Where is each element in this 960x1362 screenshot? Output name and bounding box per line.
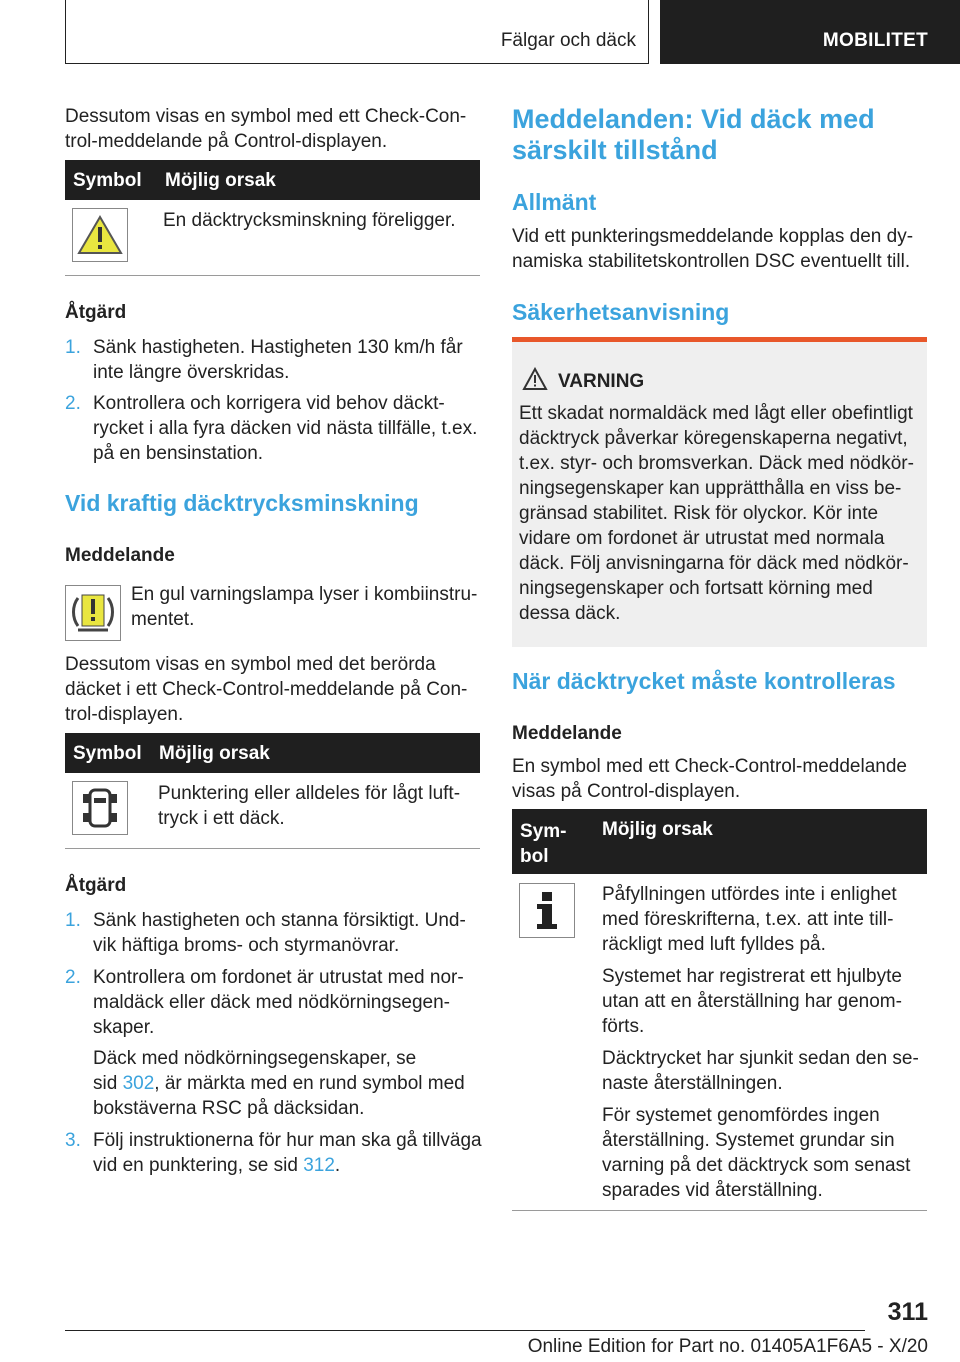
page-link-312[interactable]: 312 bbox=[303, 1155, 335, 1176]
general-text: Vid ett punkteringsmeddelande kopplas den dy- namiska stabilitetskontrollen DSC eventuellt till. bbox=[512, 226, 914, 272]
footer-rule bbox=[65, 1330, 865, 1331]
message-heading: Meddelande bbox=[65, 545, 175, 566]
message-heading: Meddelande bbox=[512, 723, 622, 744]
message-text: En gul varningslampa lyser i kombiinstru- mentet. bbox=[131, 584, 478, 630]
page-link-302[interactable]: 302 bbox=[122, 1073, 155, 1094]
table-header bbox=[65, 733, 480, 773]
action-list bbox=[65, 335, 485, 466]
table-header bbox=[512, 809, 927, 874]
action-list: 1. Sänk hastigheten och stanna försiktigt. Und- vik häftiga broms- och styrmanövrar. 2. Kontrollera om fordonet är utrustat med nor- maldäck eller däck med nödkörningsegen- skaper. Däck med nödkörningsegenskaper, se sid 302, är märkta med en rund symbol med bokstäverna RSC på däcksidan. 3. Följ instruktionerna för hur man ska gå tillväga vid en punktering, se sid 312. bbox=[65, 908, 485, 1178]
cause-paragraph: Systemet har registrerat ett hjulbyte utan att en återställning har genom- förts. bbox=[602, 966, 902, 1037]
intro-paragraph-1: Dessutom visas en symbol med ett Check-Con- trol-meddelande på Control-displayen. bbox=[65, 106, 467, 152]
action-title: Åtgärd bbox=[65, 302, 127, 323]
edition-text: Online Edition for Part no. 01405A1F6A5 - X/20 bbox=[527, 1336, 928, 1357]
table-header-symbol: Symbol bbox=[73, 170, 142, 191]
table-divider bbox=[65, 275, 480, 276]
table-cell-cause: En däcktrycksminskning föreligger. bbox=[163, 210, 456, 231]
warning-label: VARNING bbox=[558, 371, 645, 392]
warning-box bbox=[512, 337, 927, 647]
table-header-cause: Möjlig orsak bbox=[602, 819, 713, 840]
table-header-cause: Möjlig orsak bbox=[165, 170, 276, 191]
chapter-title: Fälgar och däck bbox=[500, 30, 636, 51]
cause-paragraph: För systemet genomfördes ingen återställning. Systemet grundar sin varning på det däcktryck som senast sparades vid återställning. bbox=[602, 1105, 911, 1201]
car-tire-position-icon bbox=[72, 781, 128, 835]
table-cell-cause: Punktering eller alldeles för lågt luft- tryck i ett däck. bbox=[158, 783, 461, 829]
action-title: Åtgärd bbox=[65, 875, 127, 896]
list-item-note: Däck med nödkörningsegenskaper, se sid 302, är märkta med en rund symbol med bokstäverna RSC på däcksidan. bbox=[93, 1048, 465, 1119]
table-header bbox=[65, 160, 480, 200]
page-number: 311 bbox=[887, 1298, 928, 1326]
table-header-cause: Möjlig orsak bbox=[159, 743, 270, 764]
section-heading: Vid kraftig däcktrycksminskning bbox=[65, 490, 419, 516]
safety-heading: Säkerhetsanvisning bbox=[512, 299, 730, 325]
list-item: 1. Sänk hastigheten. Hastigheten 130 km/h får inte längre överskridas. bbox=[65, 337, 463, 383]
section-title: MOBILITET bbox=[822, 30, 928, 51]
tire-pressure-warning-icon bbox=[65, 585, 121, 641]
info-icon bbox=[519, 883, 575, 938]
message-text: En symbol med ett Check-Control-meddelande visas på Control-displayen. bbox=[512, 756, 907, 802]
warning-text: Ett skadat normaldäck med lågt eller obefintligt däcktryck påverkar köregenskaperna negativt, t.ex. styr- och bromsverkan. Däck med nödkör- ningsegenskaper kan upprätthålla en viss be- gränsad stabilitet. Risk för olyckor. Kör inte vidare om fordonet är utrustat med normala däck. Följ anvisningarna för däck med nödkör- ningsegenskaper och fortsatt körning med dessa däck. bbox=[519, 403, 914, 624]
warning-triangle-icon bbox=[522, 367, 548, 396]
table-divider bbox=[512, 1210, 927, 1211]
table-header-symbol: Symbol bbox=[73, 743, 142, 764]
check-heading: När däcktrycket måste kontrolleras bbox=[512, 668, 896, 694]
cause-paragraph: Påfyllningen utfördes inte i enlighet med föreskrifterna, t.ex. att inte till- räckligt med luft fylldes på. bbox=[602, 884, 897, 955]
cause-paragraph: Däcktrycket har sjunkit sedan den se- naste återställningen. bbox=[602, 1048, 919, 1094]
table-divider bbox=[65, 848, 480, 849]
warning-triangle-icon bbox=[72, 208, 128, 262]
list-item: 2. Kontrollera och korrigera vid behov däckt- rycket i alla fyra däcken vid nästa tillfälle, t.ex. på en bensinstation. bbox=[65, 393, 478, 464]
table-cell-cause bbox=[602, 882, 927, 1203]
table-header-symbol: Sym- bol bbox=[520, 821, 567, 867]
intro-paragraph-2: Dessutom visas en symbol med det berörda däcket i ett Check-Control-meddelande på Con- trol-displayen. bbox=[65, 654, 468, 725]
page-title: Meddelanden: Vid däck med särskilt tillstånd bbox=[512, 104, 875, 165]
general-heading: Allmänt bbox=[512, 189, 597, 215]
